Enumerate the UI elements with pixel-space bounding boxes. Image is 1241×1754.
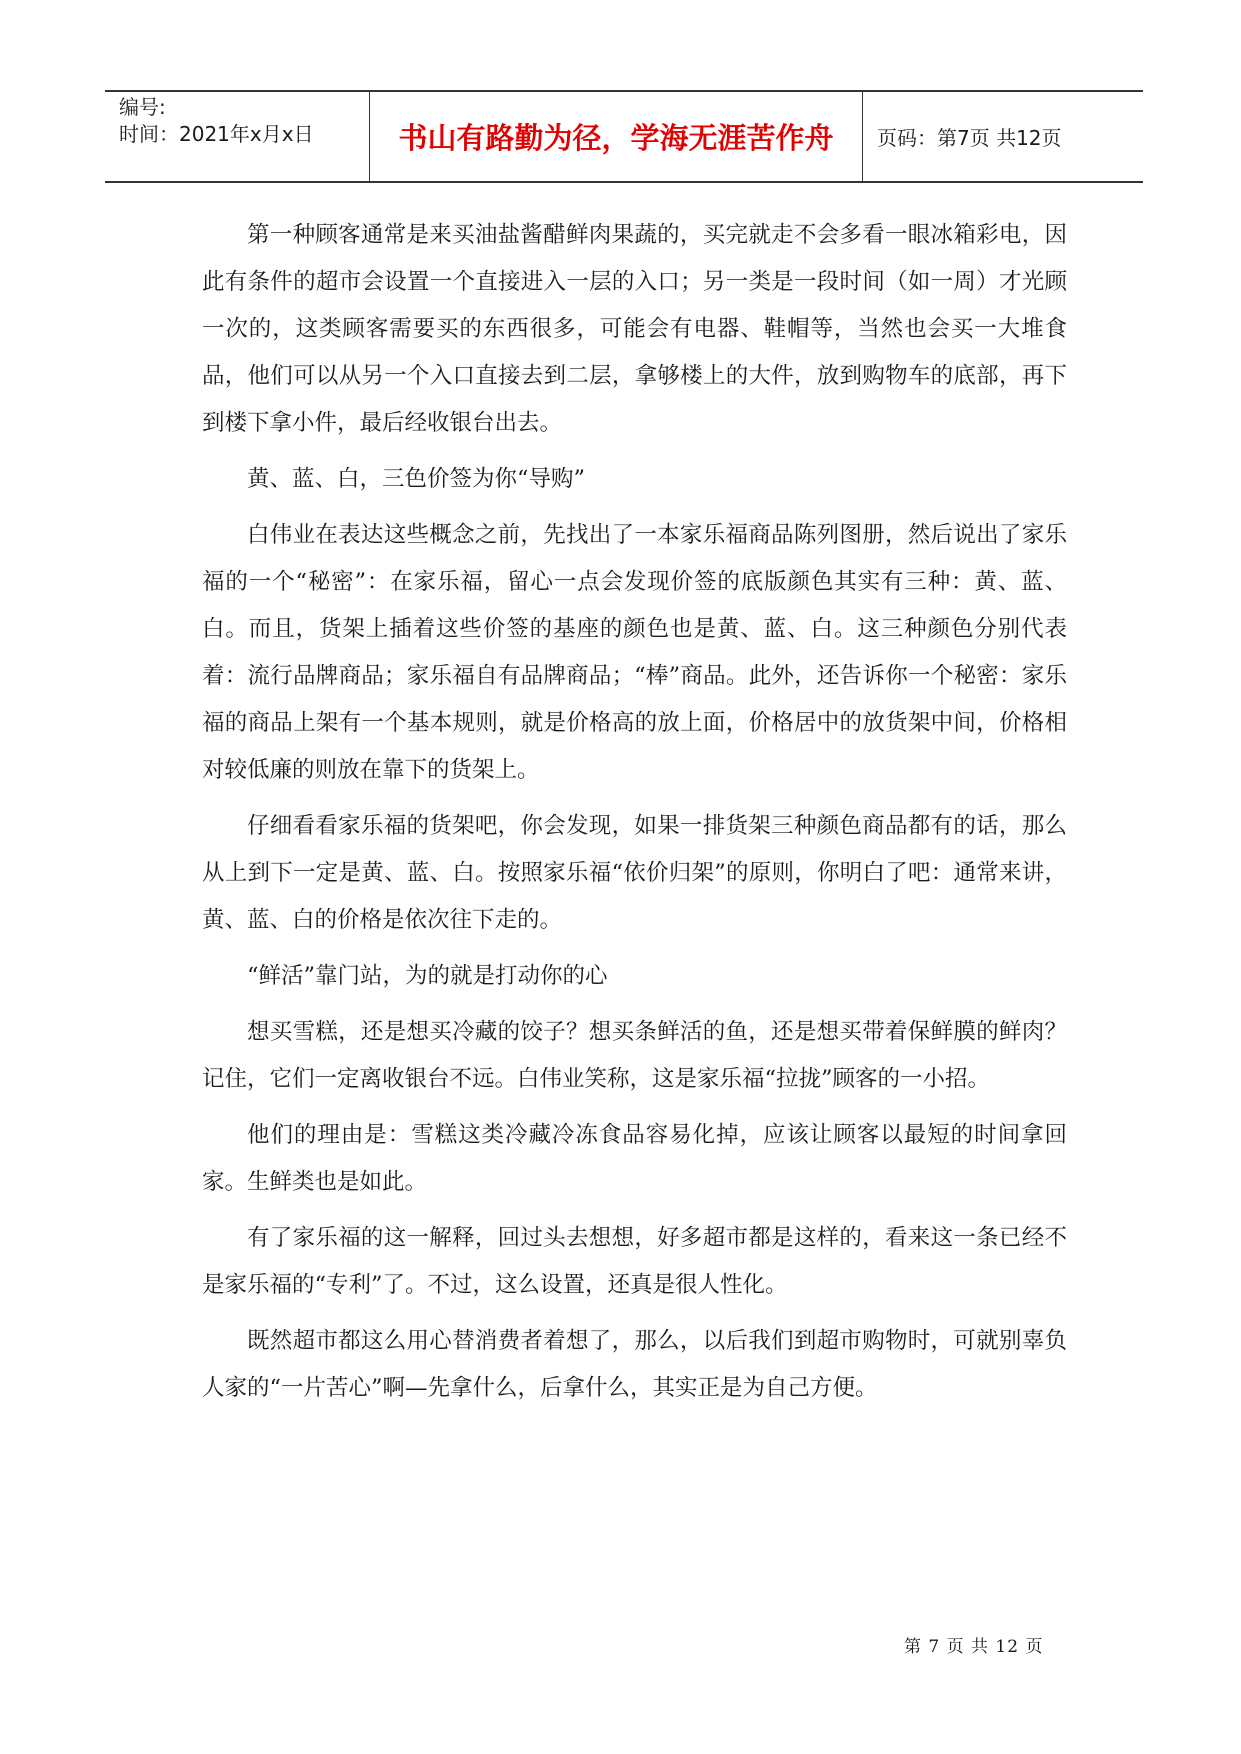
paragraph: 仔细看看家乐福的货架吧，你会发现，如果一排货架三种颜色商品都有的话，那么从上到下一定是黄、蓝、白。按照家乐福“依价归架”的原则，你明白了吧：通常来讲，黄、蓝、白的价格是依次往下走的。 [202, 813, 1067, 933]
paragraph: 有了家乐福的这一解释，回过头去想想，好多超市都是这样的，看来这一条已经不是家乐福的“专利”了。不过，这么设置，还真是很人性化。 [202, 1225, 1067, 1298]
document-number-label: 编号: [119, 95, 166, 119]
header-motto: 书山有路勤为径，学海无涯苦作舟 [370, 92, 863, 181]
page-footer: 第 7 页 共 12 页 [904, 1637, 1044, 1657]
header-page-info: 页码：第7页 共12页 [877, 126, 1062, 150]
document-body [202, 212, 1067, 1421]
section-heading: 黄、蓝、白，三色价签为你“导购” [247, 466, 586, 492]
header-meta-cell [105, 92, 370, 181]
paragraph: 想买雪糕，还是想买冷藏的饺子？想买条鲜活的鱼，还是想买带着保鲜膜的鲜肉？记住，它们一定离收银台不远。白伟业笑称，这是家乐福“拉拢”顾客的一小招。 [202, 1019, 1067, 1092]
paragraph: 他们的理由是：雪糕这类冷藏冷冻食品容易化掉，应该让顾客以最短的时间拿回家。生鲜类也是如此。 [202, 1122, 1067, 1195]
header-table [105, 90, 1143, 183]
section-heading: “鲜活”靠门站，为的就是打动你的心 [247, 963, 608, 989]
paragraph: 既然超市都这么用心替消费者着想了，那么，以后我们到超市购物时，可就别辜负人家的“一片苦心”啊—先拿什么，后拿什么，其实正是为自己方便。 [202, 1328, 1067, 1401]
document-time-label: 时间：2021年x月x日 [119, 122, 314, 146]
paragraph: 白伟业在表达这些概念之前，先找出了一本家乐福商品陈列图册，然后说出了家乐福的一个“秘密”：在家乐福，留心一点会发现价签的底版颜色其实有三种：黄、蓝、白。而且，货架上插着这些价签的基座的颜色也是黄、蓝、白。这三种颜色分别代表着：流行品牌商品；家乐福自有品牌商品；“棒”商品。此外，还告诉你一个秘密：家乐福的商品上架有一个基本规则，就是价格高的放上面，价格居中的放货架中间，价格相对较低廉的则放在靠下的货架上。 [202, 522, 1067, 783]
paragraph: 第一种顾客通常是来买油盐酱醋鲜肉果蔬的，买完就走不会多看一眼冰箱彩电，因此有条件的超市会设置一个直接进入一层的入口；另一类是一段时间（如一周）才光顾一次的，这类顾客需要买的东西很多，可能会有电器、鞋帽等，当然也会买一大堆食品，他们可以从另一个入口直接去到二层，拿够楼上的大件，放到购物车的底部，再下到楼下拿小件，最后经收银台出去。 [202, 222, 1067, 436]
